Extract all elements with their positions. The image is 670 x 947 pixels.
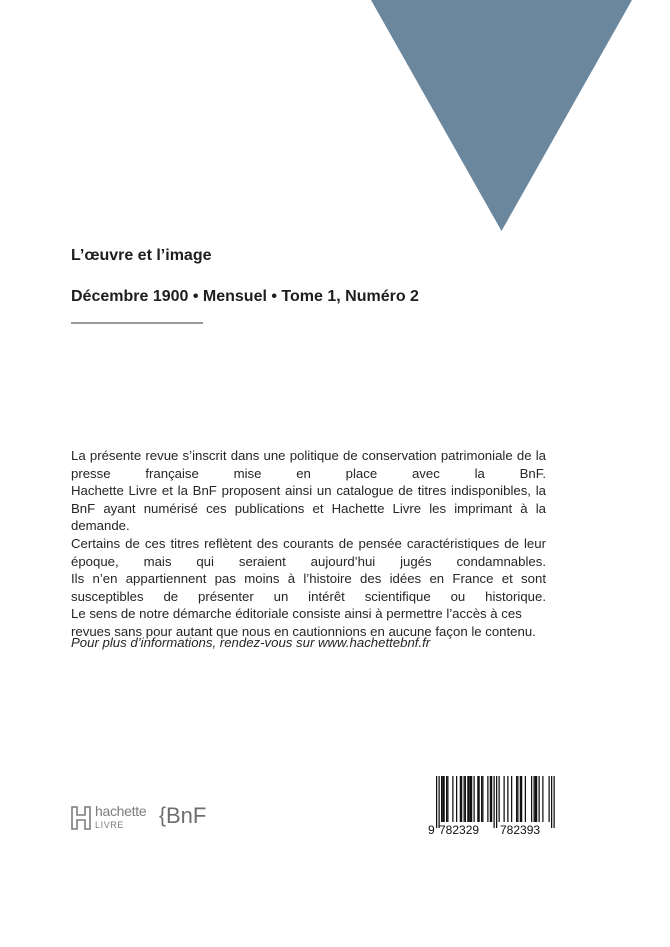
barcode-bar xyxy=(446,776,447,822)
paragraph: Hachette Livre et la BnF proposent ainsi un catalogue de titres indisponibles, la BnF ayant numérisé ces publications et Hachette Livre les imprimant à la demande. xyxy=(71,483,546,534)
barcode-bar xyxy=(525,776,526,822)
barcode-right-group: 782393 xyxy=(500,823,541,837)
hachette-logo-text: hachette xyxy=(95,803,147,819)
paragraph: Le sens de notre démarche éditoriale consiste ainsi à permettre l’accès à ces revues sans pour autant que nous en cautionnions en aucune façon le contenu. xyxy=(71,606,536,639)
disclaimer-text xyxy=(71,447,546,641)
barcode-bar xyxy=(534,776,535,822)
barcode-bar xyxy=(442,776,443,822)
bnf-logo-text: BnF xyxy=(166,803,207,828)
issue-line: Décembre 1900 • Mensuel • Tome 1, Numéro 2 xyxy=(71,288,419,305)
bnf-bracket-icon: { xyxy=(159,804,167,827)
paragraph: Ils n’en appartiennent pas moins à l’histoire des idées en France et sont susceptibles de présenter un intérêt scientifique ou historique. xyxy=(71,571,546,604)
barcode-bar xyxy=(471,776,472,822)
journal-title: L’œuvre et l’image xyxy=(71,247,212,264)
barcode-bar xyxy=(504,776,505,822)
barcode-first-digit: 9 xyxy=(428,823,435,837)
barcode-bar xyxy=(477,776,478,822)
paragraph: Certains de ces titres reflètent des courants de pensée caractéristiques de leur époque, mais qui seraient aujourd’hui jugés condamnables. xyxy=(71,535,546,569)
barcode-bar xyxy=(465,776,466,822)
barcode-bar xyxy=(494,776,495,828)
barcode-bar xyxy=(517,776,518,822)
barcode-bar xyxy=(460,776,461,822)
barcode-bar xyxy=(439,776,440,828)
barcode-bar xyxy=(520,776,521,822)
barcode-bar xyxy=(441,776,442,822)
barcode-bar xyxy=(491,776,492,822)
livre-logo-text: LIVRE xyxy=(95,820,125,830)
barcode-bar xyxy=(481,776,482,822)
divider-rule xyxy=(71,322,203,324)
isbn-barcode xyxy=(424,774,556,838)
barcode-bar xyxy=(496,776,497,828)
paragraph: La présente revue s’inscrit dans une politique de conservation patrimoniale de la presse française mise en place avec la BnF. xyxy=(71,448,546,481)
barcode-bar xyxy=(554,776,555,828)
barcode-bar xyxy=(444,776,445,822)
barcode-bar xyxy=(490,776,491,822)
barcode-bar xyxy=(456,776,457,822)
barcode-bar xyxy=(436,776,437,828)
barcode-bar xyxy=(551,776,552,828)
barcode-bar xyxy=(507,776,508,822)
barcode-bar xyxy=(452,776,453,822)
barcode-bar xyxy=(467,776,468,822)
barcode-bar xyxy=(539,776,540,822)
barcode-bar xyxy=(474,776,475,822)
barcode-bar xyxy=(511,776,512,822)
barcode-bar xyxy=(536,776,537,822)
hachette-h-icon xyxy=(71,806,91,830)
barcode-bar xyxy=(464,776,465,822)
barcode-bar xyxy=(516,776,517,822)
barcode-bar xyxy=(499,776,500,822)
decorative-triangle xyxy=(0,0,670,240)
info-line: Pour plus d’informations, rendez-vous sur www.hachettebnf.fr xyxy=(71,635,431,650)
barcode-bar xyxy=(482,776,483,822)
barcode-bar xyxy=(535,776,536,822)
barcode-bar xyxy=(479,776,480,822)
barcode-bar xyxy=(549,776,550,822)
barcode-bar xyxy=(531,776,532,822)
barcode-bar xyxy=(521,776,522,822)
barcode-left-group: 782329 xyxy=(439,823,480,837)
barcode-bar xyxy=(542,776,543,822)
barcode-bar xyxy=(487,776,488,822)
barcode-bar xyxy=(469,776,470,822)
barcode-bar xyxy=(461,776,462,822)
barcode-bar xyxy=(447,776,448,822)
barcode-bar xyxy=(470,776,471,822)
